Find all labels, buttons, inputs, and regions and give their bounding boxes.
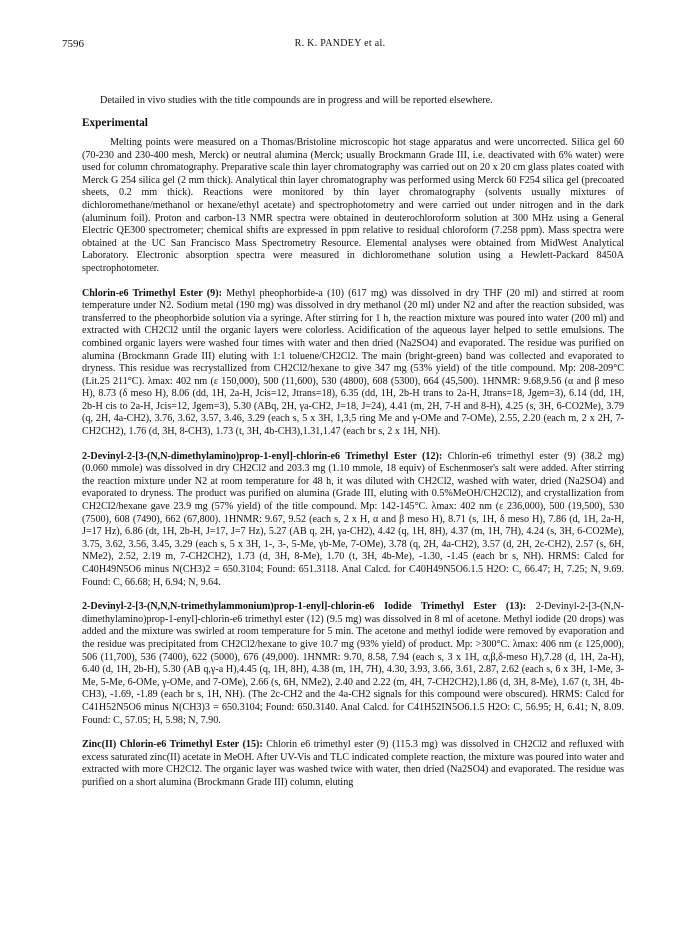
compound-body: 2-Devinyl-2-[3-(N,N-dimethylamino)prop-1-enyl]-chlorin-e6 trimethyl ester (12) (9.5 mg) was dissolved in 8 ml of acetone. Methyl iodide (20 drops) was added and the mixture was swirled at room temperature for 5 min. The acetone and methyl iodide were removed by evaporation and the residue was precipitated from CH2Cl2/hexane to give 10.7 mg (93% yield) of product. Mp: >300°C. λmax: 406 nm (ε 125,000), 506 (11,700), 536 (7400), 622 (5000), 676 (49,000). 1HNMR: 9.70, 8.58, 7.94 (each s, 3 x 1H, α,β,δ-meso H),7.28 (d, 1H, 2a-H), 6.40 (d, 1H, 2b-H), 5.30 (AB q,γ-a H),4.45 (q, 1H, 8H), 4.38 (m, 1H, 7H), 4.30, 3.93, 3.66, 3.61, 2.87, 2.62 (each s, 6 x 3H, 1-Me, 3-Me, 5-Me, 6-OMe, γ-OMe, and 7-OMe), 2.66 (s, 6H, NMe2), 2.40 and 2.22 (m, 4H, 7-CH2CH2),1.86 (d, 3H, 8-Me), 1.67 (t, 3H, 4b-CH3), -1.69, -1.89 (each br s, 1H, NH). (The 2c-CH2 and the 4a-CH2 signals for this compound were obscured). HRMS: Calcd for C41H52N5O6 minus N(CH3)3 = 650.3104; Found: 650.3140. Anal Calcd. for C41H52IN5O6.1.5 H2O: C, 56.95; H, 6.41; N, 8.09. Found: C, 57.05; H, 5.98; N, 7.90. [82, 601, 624, 726]
compound-paragraph-13 [82, 601, 624, 727]
compound-paragraph-12 [82, 451, 624, 590]
compound-title: Chlorin-e6 Trimethyl Ester (9): [82, 287, 222, 299]
compound-title: 2-Devinyl-2-[3-(N,N,N-trimethylammonium)prop-1-enyl]-chlorin-e6 Iodide Trimethyl Ester (13): [82, 601, 527, 613]
compound-paragraph-15 [82, 739, 624, 789]
running-head: R. K. PANDEY et al. [294, 38, 386, 49]
compound-body: Chlorin-e6 trimethyl ester (9) (38.2 mg) (0.060 mmole) was dissolved in dry CH2Cl2 and 203.3 mg (1.10 mmole, 18 equiv) of Eschenmoser's salt were added. After stirring the reaction mixture under N2 at room temperature for 48 h, it was diluted with CH2Cl2, washed with water, dried (Na2SO4) and evaporated to dryness. The product was purified on alumina (Grade III, eluting with 0.5%MeOH/CH2Cl2), and crystallization from CH2Cl2/hexane gave 23.9 mg (57% yield) of the title compound. Mp: 142-145°C. λmax: 402 nm (ε 236,000), 500 (19,500), 530 (7500), 608 (7490), 662 (67,800). 1HNMR: 9.67, 9.52 (each s, 2 x H, α and β meso H), 8.71 (s, 1H, δ meso H), 7.86 (d, 1H, 2a-H, J=17 Hz), 6.86 (dt, 1H, 2b-H, J=17, J=7 Hz), 5.27 (AB q, 2H, γa-CH2), 4.42 (q, 1H, 8H), 4.37 (m, 1H, 7H), 4.24 (s, 3H, 6-CO2Me), 3.75, 3.62, 3.56, 3.45, 3.29 (each s, 5 x 3H, 1-, 3-, 5-Me, γb-Me, 7-OMe), 3.78 (q, 2H, 4a-CH2), 3.57 (d, 2H, 2c-CH2), 2.57 (s, 6H, NMe2), 2.52, 2.19 m, 7-CH2CH2), 1.73 (d, 3H, 8-Me), 1.70 (t, 3H, 4b-Me), -1.30, -1.45 (each br s, NH). HRMS: Calcd for C40H49N5O6 minus N(CH3)2 = 650.3104; Found: 651.3118. Anal Calcd. for C40H49N5O6.1.5 H2O: C, 66.47; H, 7.25; N, 9.69. Found: C, 66.68; H, 6.94; N, 9.64. [82, 450, 624, 588]
compound-title: 2-Devinyl-2-[3-(N,N-dimethylamino)prop-1-enyl]-chlorin-e6 Trimethyl Ester (12): [82, 450, 443, 462]
compound-title: Zinc(II) Chlorin-e6 Trimethyl Ester (15): [82, 739, 263, 751]
intro-sentence: Detailed in vivo studies with the title compounds are in progress and will be reported elsewhere. [100, 95, 493, 106]
compound-body: Methyl pheophorbide-a (10) (617 mg) was dissolved in dry THF (20 ml) and stirred at room temperature under N2. Sodium metal (190 mg) was dissolved in dry methanol (20 ml) under N2 and after the reaction subsided, was transferred to the pheophorbide solution via a syringe. After stirring for 1 h, the reaction mixture was poured into water (200 ml) and extracted with CH2Cl2 until the organic layers were colorless. Acidification of the aqueous layer helped to settle emulsions. The combined organic layers were washed four times with water and then dried (Na2SO4) and evaporated. The residue was purified on alumina (Brockmann Grade III) eluting with 1:1 toluene/CH2Cl2. The main (bright-green) band was collected and evaporated to dryness. This residue was recrystallized from CH2Cl2/hexane to give 347 mg (53% yield) of the title compound. Mp: 208-209°C (Lit.25 211°C). λmax: 402 nm (ε 150,000), 500 (11,600), 530 (4800), 608 (5300), 664 (45,500). 1HNMR: 9.68,9.56 (α and β meso H), 8.73 (δ meso H), 8.06 (dd, 1H, 2a-H, Jcis=12, Jtrans=18), 6.35 (dd, 1H, 2b-H trans to 2a-H, Jtrans=18, Jgem=3), 6.14 (dd, 1H, 2b-H cis to 2a-H, Jcis=12, Jgem=3), 5.30 (ABq, 2H, γa-CH2, J=18, J=24), 4.41 (m, 2H, 7-H and 8-H), 4.25 (s, 3H, 6-CO2Me), 3.79 (q, 2H, 4a-CH2), 3.76, 3.62, 3.57, 3.46, 3.29 (each s, 5 x 3H, 1,3,5 ring Me and γ-OMe and 7-OMe), 2.55, 2.20 (each m, 2 x 2H, 7-CH2CH2), 1.76 (d, 3H, 8-CH3), 1.73 (t, 3H, 4b-CH3),1.31,1.47 (each br s, 2 x 1H, NH). [82, 287, 625, 438]
section-heading-experimental: Experimental [82, 117, 148, 129]
article-body [82, 94, 624, 802]
experimental-general-paragraph: Melting points were measured on a Thomas/Bristoline microscopic hot stage apparatus and were uncorrected. Silica gel 60 (70-230 and 230-400 mesh, Merck) or neutral alumina (Merck; usually Brockmann Grade III, i.e. deactivated with 6% water) were used for column chromatography. Preparative scale thin layer chromatography was carried out on 20 x 20 cm glass plates coated with Merck G 254 silica gel (2 mm thick). Analytical thin layer chromatography was performed using Merck 60 F254 silica gel (precoated sheets, 0.2 mm thick). Reactions were monitored by thin layer chromatography (solvents usually mixtures of dichloromethane/methanol or hexane/ethyl acetate) and spectrophotometry and were carried out under nitrogen and in the dark (aluminum foil). Proton and carbon-13 NMR spectra were obtained in deuterochloroform solution at 300 MHz using a General Electric QE300 spectrometer; chemical shifts are expressed in ppm relative to residual chloroform (7.258 ppm). Mass spectra were obtained at the UC San Francisco Mass Spectrometry Resource. Elemental analyses were obtained from MidWest Analytical Laboratory. Electronic absorption spectra were measured in dichloromethane solution using a Hewlett-Packard 8450A spectrophotometer. [82, 137, 624, 274]
compound-body: Chlorin e6 trimethyl ester (9) (115.3 mg) was dissolved in CH2Cl2 and refluxed with excess saturated zinc(II) acetate in MeOH. After UV-Vis and TLC indicated complete reaction, the mixture was poured into water and extracted with more CH2Cl2. The organic layer was washed twice with water, then dried (Na2SO4) and evaporated. The residue was purified on a short alumina (Brockmann Grade III) column, eluting [82, 739, 624, 788]
page-number: 7596 [62, 38, 84, 50]
compound-paragraph-9 [82, 288, 624, 439]
